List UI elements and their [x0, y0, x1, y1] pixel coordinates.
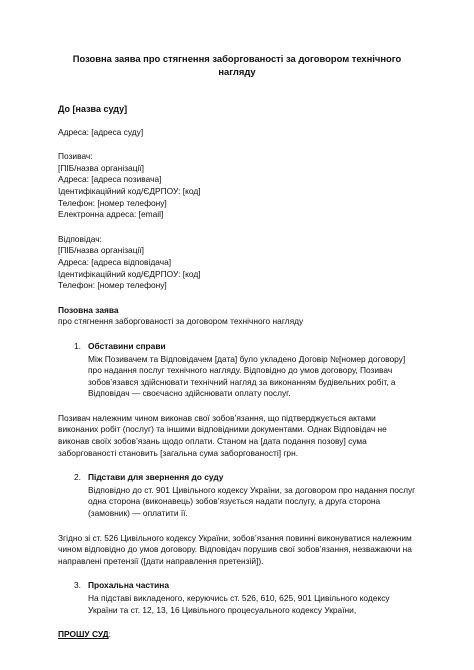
request-line: [58, 629, 416, 641]
plaintiff-email: Електронна адреса: [email]: [58, 209, 164, 220]
court-address: Адреса: [адреса суду]: [58, 126, 144, 137]
defendant-name: [ПІБ/назва організації]: [58, 245, 145, 256]
defendant-label: Відповідач:: [58, 233, 102, 244]
section-circumstances: [58, 341, 416, 400]
section-request: [58, 580, 416, 616]
request-bold: ПРОШУ СУД: [58, 629, 109, 640]
section-text: На підставі викладеного, керуючись ст. 526, 610, 625, 901 Цивільного кодексу України та ст. 12, 13, 16 Цивільного процесуального кодексу України,: [88, 593, 390, 615]
defendant-phone: Телефон: [номер телефону]: [58, 280, 167, 291]
paragraph-obligations: Згідно зі ст. 526 Цивільного кодексу України, зобов’язання повинні виконуватися належним чином відповідно до умов договору. Відповідач порушив свої зобов’язання, незважаючи на направлені претензії ([дати направлення претензій]).: [58, 532, 412, 566]
plaintiff-id-code: Ідентифікаційний код/ЄДРПОУ: [код]: [58, 185, 201, 196]
section-text: Відповідно до ст. 901 Цивільного кодексу України, за договором про надання послуг одна сторона (виконавець) зобов’язується надати послугу, а друга сторона (замовник) — оплатити її.: [88, 484, 416, 519]
court-name: До [назва суду]: [58, 104, 128, 114]
claim-heading: Позовна заява: [58, 304, 119, 315]
claim-subheading: про стягнення заборгованості за договором технічного нагляду: [58, 316, 304, 327]
section-grounds: [58, 472, 416, 519]
section-title: Підстави для звернення до суду: [88, 472, 224, 483]
section-title: Прохальна частина: [88, 580, 170, 591]
section-title: Обставини справи: [88, 340, 166, 351]
section-text: Між Позивачем та Відповідачем [дата] було укладено Договір №[номер договору] про надання послуг технічного нагляду. Відповідно до умов договору, Позивач зобов’язався здійснювати технічний нагляд за виконанням будівельних робіт, а Відповідач — своєчасно здійснювати оплату послуг.: [88, 353, 406, 399]
defendant-block: [58, 234, 416, 292]
section-number: 2.: [74, 472, 81, 483]
section-number: 3.: [74, 580, 81, 591]
section-number: 1.: [74, 340, 81, 351]
request-colon: :: [108, 629, 111, 640]
defendant-id-code: Ідентифікаційний код/ЄДРПОУ: [код]: [58, 268, 201, 279]
document-title: Позовна заява про стягнення заборгованості за договором технічного нагляду: [72, 53, 402, 77]
defendant-address: Адреса: [адреса відповідача]: [58, 256, 172, 267]
plaintiff-block: [58, 151, 416, 221]
paragraph-performance: Позивач належним чином виконав свої зобов’язання, що підтверджується актами виконаних робіт (послуг) та іншими відповідними документами. Однак Відповідач не виконав своїх зобов’язань щодо оплати. Станом на [дата подання позову] сума заборгованості становить [загальна сума заборгованості] грн.: [58, 412, 387, 458]
plaintiff-address: Адреса: [адреса позивача]: [58, 174, 162, 185]
plaintiff-name: [ПІБ/назва організації]: [58, 162, 145, 173]
plaintiff-phone: Телефон: [номер телефону]: [58, 197, 167, 208]
plaintiff-label: Позивач:: [58, 151, 93, 162]
